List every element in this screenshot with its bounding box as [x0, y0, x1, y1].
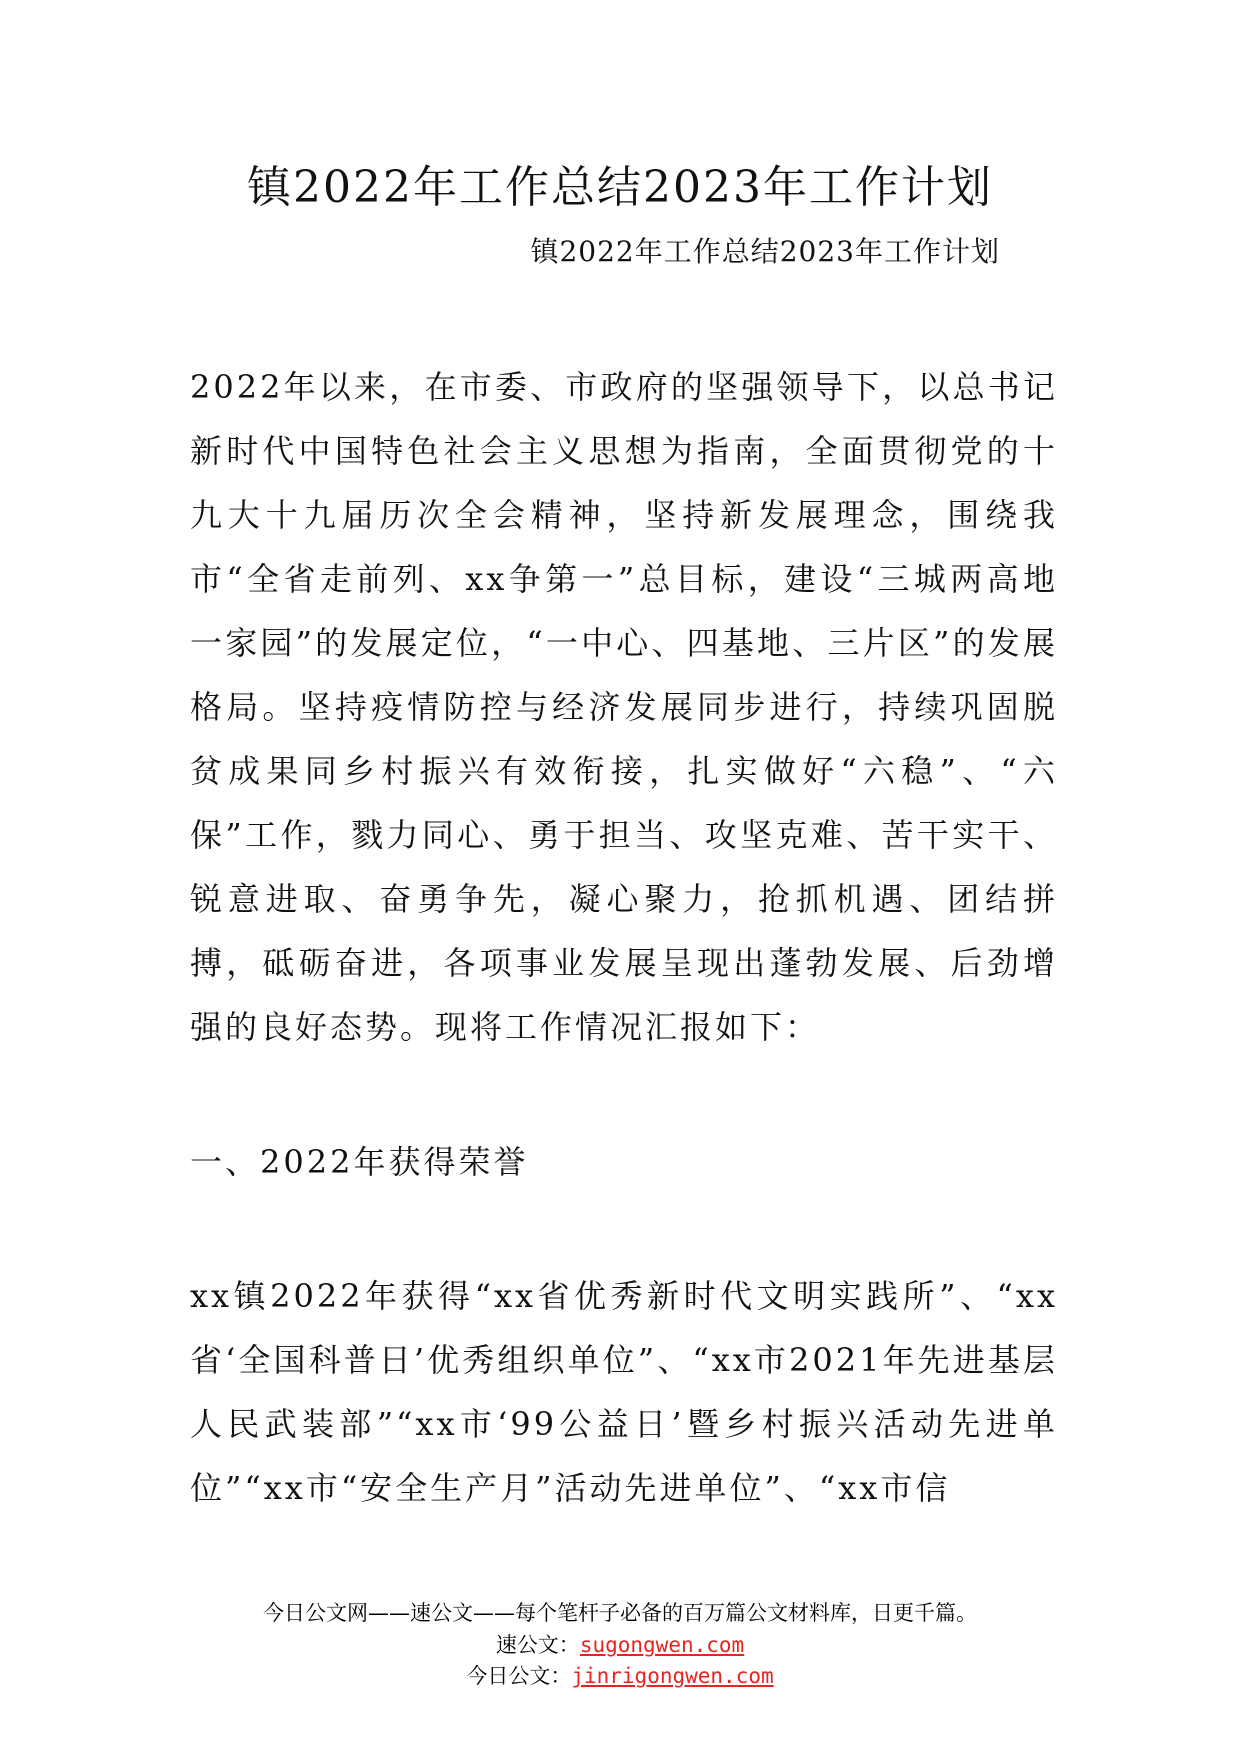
jinrigongwen-link[interactable]: jinrigongwen.com	[571, 1664, 774, 1688]
footer-sugongwen	[0, 1630, 1240, 1660]
paragraph-intro: 2022年以来，在市委、市政府的坚强领导下，以总书记新时代中国特色社会主义思想为指南，全面贯彻党的十九大十九届历次全会精神，坚持新发展理念，围绕我市“全省走前列、xx争第一”总目标，建设“三城两高地一家园”的发展定位，“一中心、四基地、三片区”的发展格局。坚持疫情防控与经济发展同步进行，持续巩固脱贫成果同乡村振兴有效衔接，扎实做好“六稳”、“六保”工作，戮力同心、勇于担当、攻坚克难、苦干实干、锐意进取、奋勇争先，凝心聚力，抢抓机遇、团结拼搏，砥砺奋进，各项事业发展呈现出蓬勃发展、后劲增强的良好态势。现将工作情况汇报如下：	[190, 368, 1058, 1046]
footer-sugongwen-label: 速公文：	[495, 1633, 580, 1657]
section-heading-honors: 一、2022年获得荣誉	[190, 1143, 529, 1181]
sugongwen-link[interactable]: sugongwen.com	[579, 1633, 745, 1657]
footer-jinrigongwen	[0, 1661, 1240, 1691]
document-title: 镇2022年工作总结2023年工作计划	[247, 162, 993, 213]
document-subtitle: 镇2022年工作总结2023年工作计划	[530, 235, 1000, 268]
paragraph-honors: xx镇2022年获得“xx省优秀新时代文明实践所”、“xx省‘全国科普日’优秀组织单位”、“xx市2021年先进基层人民武装部”“xx市‘99公益日’暨乡村振兴活动先进单位”“xx市“安全生产月”活动先进单位”、“xx市信	[190, 1277, 1058, 1507]
footer-slogan: 今日公文网——速公文——每个笔杆子必备的百万篇公文材料库，日更千篇。	[263, 1601, 977, 1625]
footer-jinrigongwen-label: 今日公文：	[466, 1664, 572, 1688]
